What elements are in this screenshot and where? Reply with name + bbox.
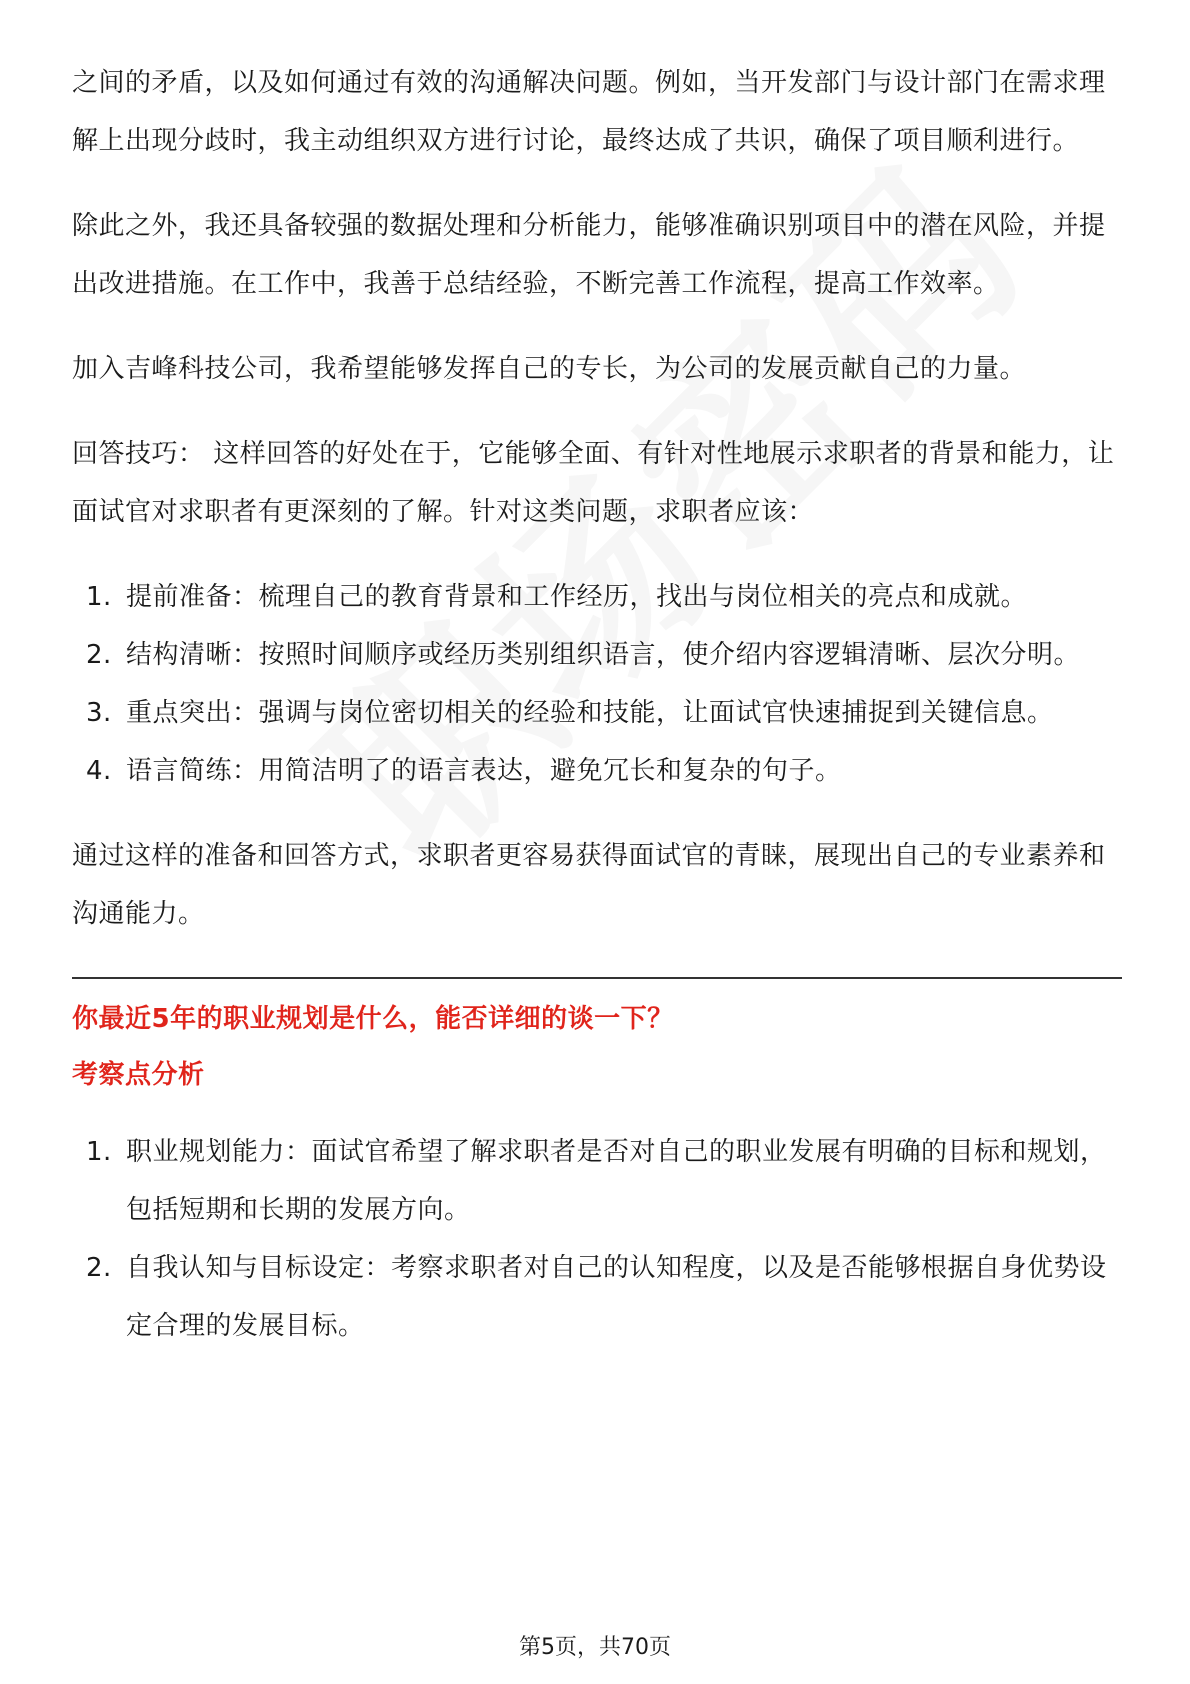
list-number: 2. bbox=[86, 640, 112, 670]
list-item-text: 语言简练：用简洁明了的语言表达，避免冗长和复杂的句子。 bbox=[126, 756, 842, 786]
list-number: 1. bbox=[86, 1137, 112, 1167]
tips-list bbox=[72, 568, 1122, 800]
list-item bbox=[72, 742, 1122, 800]
analysis-heading: 考察点分析 bbox=[72, 1060, 205, 1090]
list-item-text: 重点突出：强调与岗位密切相关的经验和技能，让面试官快速捕捉到关键信息。 bbox=[126, 698, 1054, 728]
list-item-text: 职业规划能力：面试官希望了解求职者是否对自己的职业发展有明确的目标和规划，包括短期和长期的发展方向。 bbox=[126, 1137, 1107, 1225]
list-item-text: 提前准备：梳理自己的教育背景和工作经历，找出与岗位相关的亮点和成就。 bbox=[126, 582, 1028, 612]
paragraph-data-analysis: 除此之外，我还具备较强的数据处理和分析能力，能够准确识别项目中的潜在风险，并提出改进措施。在工作中，我善于总结经验，不断完善工作流程，提高工作效率。 bbox=[72, 211, 1106, 299]
list-item bbox=[72, 1239, 1122, 1355]
list-number: 4. bbox=[86, 756, 112, 786]
list-item bbox=[72, 1123, 1122, 1239]
list-item bbox=[72, 626, 1122, 684]
list-number: 1. bbox=[86, 582, 112, 612]
paragraph-closing: 通过这样的准备和回答方式，求职者更容易获得面试官的青睐，展现出自己的专业素养和沟通能力。 bbox=[72, 841, 1106, 929]
section-divider bbox=[72, 977, 1122, 979]
analysis-list bbox=[72, 1123, 1122, 1355]
list-number: 3. bbox=[86, 698, 112, 728]
list-item bbox=[72, 684, 1122, 742]
document-body bbox=[72, 54, 1122, 1382]
paragraph-join-company: 加入吉峰科技公司，我希望能够发挥自己的专长，为公司的发展贡献自己的力量。 bbox=[72, 354, 1027, 384]
list-item-text: 结构清晰：按照时间顺序或经历类别组织语言，使介绍内容逻辑清晰、层次分明。 bbox=[126, 640, 1081, 670]
paragraph-conflict: 之间的矛盾，以及如何通过有效的沟通解决问题。例如，当开发部门与设计部门在需求理解上出现分歧时，我主动组织双方进行讨论，最终达成了共识，确保了项目顺利进行。 bbox=[72, 68, 1106, 156]
page-number-footer: 第5页，共70页 bbox=[519, 1635, 671, 1660]
list-number: 2. bbox=[86, 1253, 112, 1283]
paragraph-answer-tips: 回答技巧： 这样回答的好处在于，它能够全面、有针对性地展示求职者的背景和能力，让面试官对求职者有更深刻的了解。针对这类问题，求职者应该： bbox=[72, 439, 1115, 527]
question-heading: 你最近5年的职业规划是什么，能否详细的谈一下？ bbox=[72, 1004, 674, 1034]
list-item bbox=[72, 568, 1122, 626]
list-item-text: 自我认知与目标设定：考察求职者对自己的认知程度，以及是否能够根据自身优势设定合理的发展目标。 bbox=[126, 1253, 1107, 1341]
